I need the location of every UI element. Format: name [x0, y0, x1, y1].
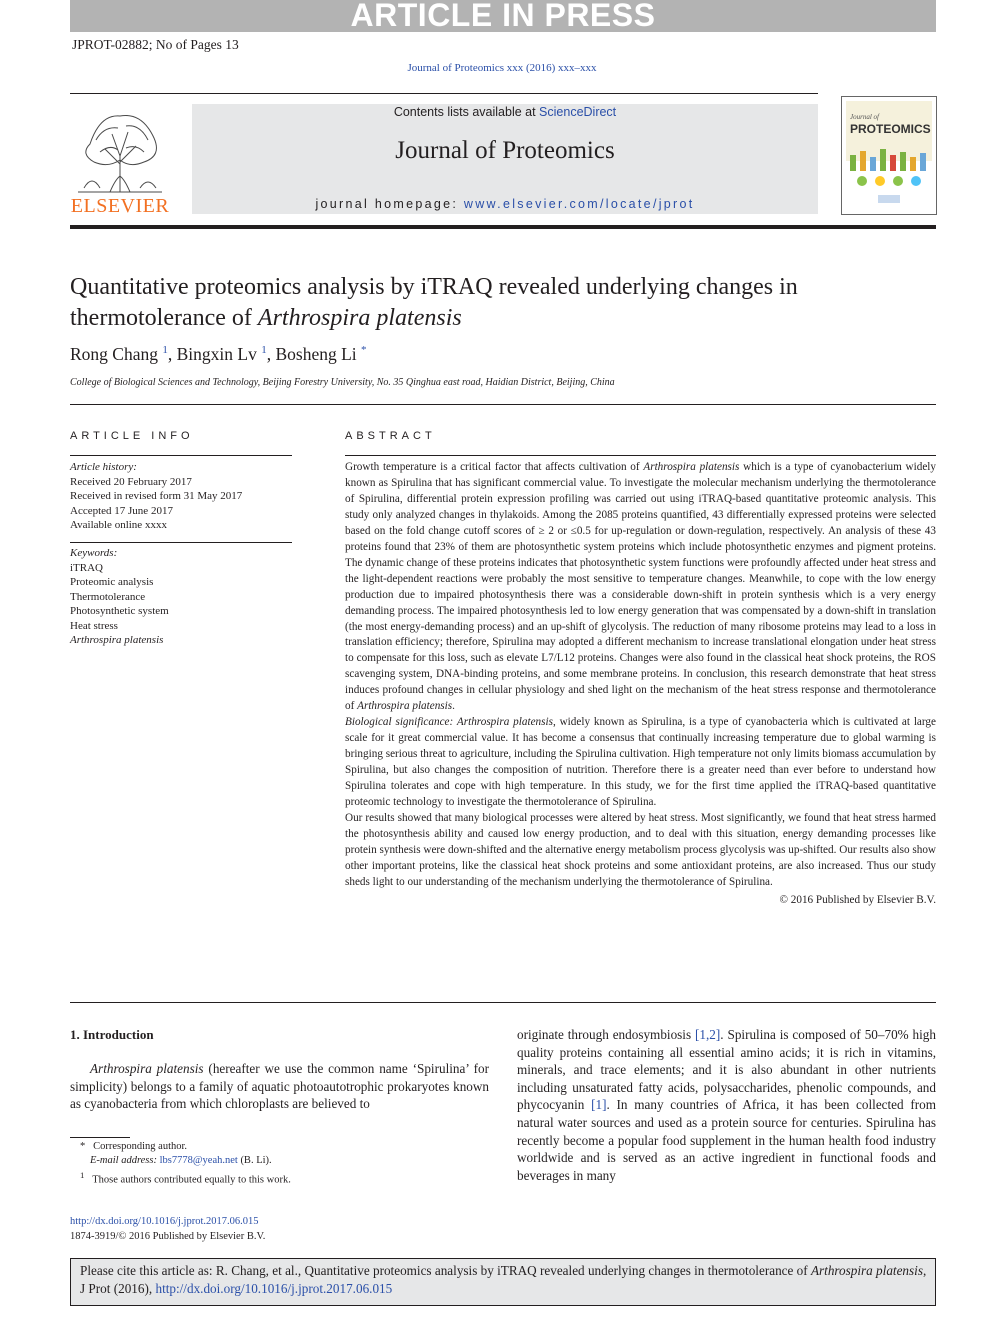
abstract-heading: ABSTRACT: [345, 430, 436, 442]
citation-text: Please cite this article as: R. Chang, et al., Quantitative proteomics analysis by iTRAQ revealed underlying changes in thermotolerance of Arthrospira platensis, J Prot (2016), http://dx.doi.org/10.1016/j.jprot.2017.06.015: [80, 1263, 927, 1296]
article-history: [70, 460, 292, 533]
section-rule: [70, 1002, 936, 1003]
abstract-paragraph: Our results showed that many biological processes were altered by heat stress. Most significantly, we found that heat stress harmed the photosynthesis ability and caused low energy production, and to deal with this situation, energy demanding processes like protein synthesis were down-shifted and the alternative energy metabolism process glycolysis was up-shifted. Our results also show other important proteins, like the classical heat shock proteins and some antioxidant proteins, are also increased. Thus our study sheds light to our understanding of the mechanism underlying the thermotolerance of Spirulina.: [345, 811, 936, 888]
abstract-paragraph: Growth temperature is a critical factor that affects cultivation of Arthrospira platensis which is a type of cyanobacterium widely known as Spirulina that has significant commercial value. To investigate the molecular mechanism underlying the thermotolerance of Spirulina, differential protein expression profiling was carried out using iTRAQ-based quantitative proteomic analysis. This study only analyzed changes in thylakoids. Among the 2085 proteins quantified, 43 differentially expressed proteins were selected based on the fold change cutoff scores of ≥ 2 or ≤0.5 for up-regulation or down-regulation, respectively. An analysis of these 43 proteins found that 23% of them are photosynthetic system proteins which include photosynthetic enzymes and pigment proteins. The dynamic change of these proteins indicates that photosynthetic system functions were profoundly affected under heat stress and the light-dependent reactions were probably the most sensitive to temperature changes. Meanwhile, to cope with the low energy production due to impaired photosynthesis there was a considerable down-shift in protein synthesis which is a very energy demanding process. The impaired photosynthesis led to low energy generation that was compensated by a down-shift in translation (the most energy-demanding process) and an up-shift of glycolysis. The reduction of many ribosome proteins may lead to a loss in translation efficiency; therefore, Spirulina may adopted a different mechanism to increase translational elongation under heat stress to compensate for this loss, such as elevate L7/L12 proteins. Changes were also found in the classical heat shock proteins, the ROS scavenging system, DNA-binding proteins, and some membrane proteins. In conclusion, this research demonstrate that heat stress induces profound changes in cellular physiology and shed light on the mechanism of the heat stress response and thermotolerance of Arthrospira platensis.: [345, 461, 936, 713]
author-name[interactable]: Rong Chang: [70, 344, 158, 364]
keyword: Proteomic analysis: [70, 576, 154, 588]
doi-block: [70, 1215, 265, 1244]
header-thick-rule: [70, 225, 936, 229]
author-list: Rong Chang $^1$, Bingxin Lv $^1$, Bosheng Li *: [70, 344, 367, 364]
author-name[interactable]: Bingxin Lv: [176, 344, 257, 364]
footnote-email: E-mail address: lbs7778@yeah.net (B. Li).: [90, 1155, 272, 1167]
history-item: Available online xxxx: [70, 519, 167, 531]
cover-graphic: [842, 97, 936, 214]
keywords-label: Keywords:: [70, 547, 118, 559]
keyword: Arthrospira platensis: [70, 634, 164, 646]
journal-reference-link[interactable]: Journal of Proteomics xxx (2016) xxx–xxx: [407, 62, 597, 74]
footnote-rule: [70, 1137, 130, 1138]
affiliation: College of Biological Sciences and Technology, Beijing Forestry University, No. 35 Qinghua east road, Haidian District, Beijing, China: [70, 377, 615, 388]
history-item: Received 20 February 2017: [70, 475, 192, 488]
journal-title: Journal of Proteomics: [395, 137, 615, 164]
copyright: © 2016 Published by Elsevier B.V.: [779, 893, 936, 906]
email-link[interactable]: lbs7778@yeah.net: [159, 1155, 238, 1167]
section-rule: [70, 404, 936, 405]
corresponding-author-mark[interactable]: *: [361, 344, 367, 357]
abstract-rule: [345, 455, 936, 456]
keyword: Photosynthetic system: [70, 605, 169, 617]
keyword: Thermotolerance: [70, 590, 146, 603]
reference-link[interactable]: [1]: [591, 1097, 607, 1113]
intro-left-column: Arthrospira platensis (hereafter we use the common name ‘Spirulina’ for simplicity) belongs to a family of aquatic photoautotrophic prokaryotes known as cyanobacteria from which chloroplasts are believed to: [70, 1061, 490, 1112]
cover-title-small: Journal of: [850, 113, 879, 121]
contents-line: Contents lists available at ScienceDirect: [393, 105, 617, 119]
homepage-link[interactable]: www.elsevier.com/locate/jprot: [463, 197, 695, 211]
author-footnote-mark[interactable]: 1: [162, 344, 168, 357]
header-rule: [70, 93, 818, 94]
article-info-rule: [70, 455, 292, 456]
article-info-heading: ARTICLE INFO: [70, 430, 194, 442]
keyword: iTRAQ: [70, 561, 103, 574]
biological-significance: Biological significance: Arthrospira platensis, widely known as Spirulina, is a type of cyanobacteria which is cultivated at large scale for it great commercial value. It has become a consensus that continually increasing temperature due to global warming is bringing serious threat to agriculture, including the Spirulina cultivation. High temperature not only limits biomass accumulation by Spirulina, but also changes the composition of nutrition. Therefore there is a greater need than ever before to understand how Spirulina tolerates and cope with high temperature. In this study, we for the first time applied the iTRAQ-based quantitative proteomic technology to investigate the thermotolerance of Spirulina.: [345, 716, 936, 809]
abstract-body: [345, 460, 936, 909]
footnotes: [70, 1140, 490, 1188]
page-id: JPROT-02882; No of Pages 13: [72, 37, 239, 52]
elsevier-wordmark: ELSEVIER: [70, 195, 170, 217]
issn-line: 1874-3919/© 2016 Published by Elsevier B.V.: [70, 1230, 266, 1242]
article-title: Quantitative proteomics analysis by iTRAQ revealed underlying changes in thermotolerance of Arthrospira platensis: [70, 274, 798, 331]
doi-link[interactable]: http://dx.doi.org/10.1016/j.jprot.2017.06.015: [70, 1216, 259, 1227]
footnote-equal-contribution: $^1$ Those authors contributed equally to this work.: [80, 1170, 291, 1186]
keywords: [70, 546, 292, 648]
introduction-heading: 1. Introduction: [70, 1027, 154, 1042]
sciencedirect-link[interactable]: ScienceDirect: [539, 105, 617, 119]
history-item: Accepted 17 June 2017: [70, 504, 173, 517]
footnote-corresponding: * Corresponding author.: [80, 1141, 188, 1152]
journal-cover-thumbnail[interactable]: [841, 96, 937, 215]
intro-right-column: originate through endosymbiosis [1,2]. Spirulina is composed of 50–70% high quality proteins containing all essential amino acids; it is rich in vitamins, minerals, and trace elements; and it is also abundant in other nutrients including unsaturated fatty acids, polysaccharides, phenolic compounds, and phycocyanin [1]. In many countries of Africa, it has been collected from natural water sources and used as a protein source for centuries. Spirulina has recently become a popular food supplement in the human health food industry worldwide and is served as an active ingredient in functional foods and beverages in many: [517, 1027, 936, 1183]
history-label: Article history:: [70, 461, 137, 473]
cover-title-large: PROTEOMICS: [850, 122, 931, 136]
history-item: Received in revised form 31 May 2017: [70, 490, 243, 502]
keyword: Heat stress: [70, 619, 118, 632]
citation-doi-link[interactable]: http://dx.doi.org/10.1016/j.jprot.2017.06.015: [155, 1280, 393, 1296]
journal-homepage: journal homepage: www.elsevier.com/locate/jprot: [315, 197, 695, 211]
keywords-rule: [70, 542, 292, 543]
author-footnote-mark[interactable]: 1: [261, 344, 267, 357]
reference-link[interactable]: [1,2]: [695, 1027, 721, 1042]
article-in-press-banner: ARTICLE IN PRESS: [70, 0, 936, 32]
author-name[interactable]: Bosheng Li: [275, 344, 357, 364]
